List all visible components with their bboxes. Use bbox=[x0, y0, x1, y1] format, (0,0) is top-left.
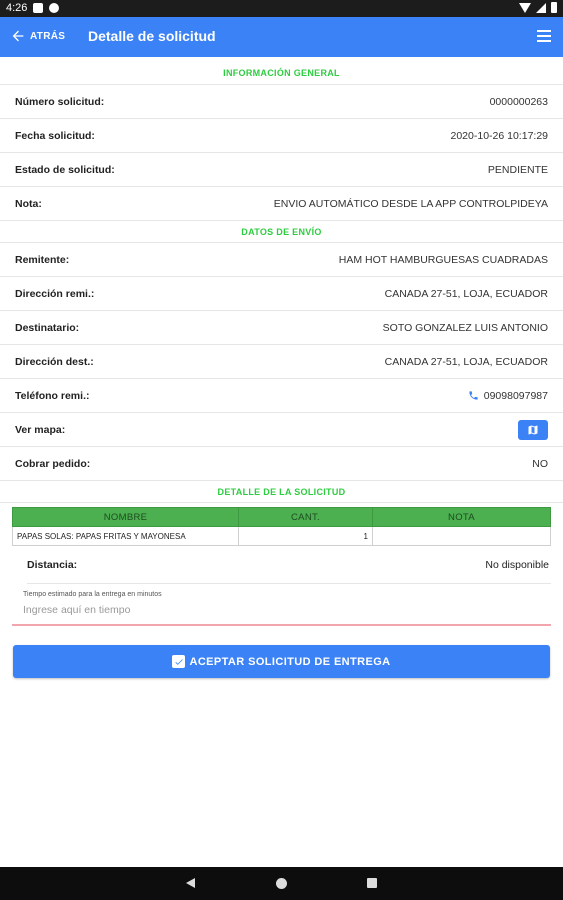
row-request-date bbox=[0, 119, 563, 153]
view-map-button[interactable] bbox=[518, 420, 548, 440]
column-header-note: NOTA bbox=[373, 508, 551, 527]
accept-request-button[interactable] bbox=[13, 645, 550, 678]
row-label: Remitente: bbox=[15, 253, 70, 266]
back-label: ATRÁS bbox=[30, 30, 66, 42]
arrow-left-icon bbox=[10, 28, 26, 44]
row-label: Cobrar pedido: bbox=[15, 457, 91, 470]
column-header-qty: CANT. bbox=[239, 508, 373, 527]
back-button[interactable] bbox=[10, 28, 65, 44]
row-sender-address bbox=[0, 277, 563, 311]
table-row bbox=[13, 527, 551, 546]
phone-link[interactable] bbox=[468, 390, 548, 402]
table-header-row bbox=[13, 508, 551, 527]
cell-note bbox=[373, 527, 551, 546]
distance-value: No disponible bbox=[485, 558, 549, 571]
row-value: PENDIENTE bbox=[487, 163, 548, 176]
row-label: Dirección remi.: bbox=[15, 287, 95, 300]
nav-recents-icon[interactable] bbox=[367, 878, 377, 888]
row-value: 2020-10-26 10:17:29 bbox=[450, 129, 548, 142]
row-sender bbox=[0, 243, 563, 277]
cell-name: PAPAS SOLAS: PAPAS FRITAS Y MAYONESA bbox=[13, 527, 239, 546]
row-label: Nota: bbox=[15, 197, 42, 210]
column-header-name: NOMBRE bbox=[13, 508, 239, 527]
row-value: ENVIO AUTOMÁTICO DESDE LA APP CONTROLPIDEYA bbox=[273, 197, 548, 210]
row-label: Fecha solicitud: bbox=[15, 129, 95, 142]
delivery-time-input[interactable] bbox=[23, 604, 523, 616]
nav-home-icon[interactable] bbox=[276, 878, 287, 889]
checkbox-icon bbox=[172, 655, 185, 668]
row-label: Destinatario: bbox=[15, 321, 80, 334]
notification-icon bbox=[49, 3, 59, 13]
sd-card-icon bbox=[33, 3, 43, 13]
row-label: Dirección dest.: bbox=[15, 355, 94, 368]
row-value: CANADA 27-51, LOJA, ECUADOR bbox=[384, 287, 548, 300]
row-request-status bbox=[0, 153, 563, 187]
status-bar bbox=[0, 0, 563, 17]
cell-qty: 1 bbox=[239, 527, 373, 546]
delivery-time-label: Tiempo estimado para la entrega en minutos bbox=[23, 591, 162, 598]
battery-icon bbox=[551, 2, 557, 13]
status-time: 4:26 bbox=[6, 2, 28, 14]
nav-back-icon[interactable] bbox=[186, 878, 195, 888]
row-charge-order bbox=[0, 447, 563, 481]
delivery-time-field bbox=[12, 584, 551, 626]
row-value: NO bbox=[532, 457, 548, 470]
wifi-icon bbox=[519, 3, 531, 13]
row-label: Teléfono remi.: bbox=[15, 389, 90, 402]
row-label: Número solicitud: bbox=[15, 95, 105, 108]
system-nav-bar bbox=[0, 867, 563, 900]
row-label: Estado de solicitud: bbox=[15, 163, 115, 176]
section-title-general: INFORMACIÓN GENERAL bbox=[0, 57, 563, 85]
phone-icon bbox=[468, 390, 479, 401]
menu-icon[interactable] bbox=[537, 30, 551, 42]
row-recipient bbox=[0, 311, 563, 345]
distance-row bbox=[27, 546, 551, 584]
phone-number: 09098097987 bbox=[483, 389, 548, 402]
row-value: 0000000263 bbox=[489, 95, 548, 108]
order-items-table bbox=[12, 507, 551, 546]
row-value: HAM HOT HAMBURGUESAS CUADRADAS bbox=[338, 253, 548, 266]
distance-label: Distancia: bbox=[27, 558, 78, 571]
row-value: CANADA 27-51, LOJA, ECUADOR bbox=[384, 355, 548, 368]
accept-button-label: ACEPTAR SOLICITUD DE ENTREGA bbox=[189, 655, 391, 668]
row-label: Ver mapa: bbox=[15, 423, 66, 436]
row-recipient-address bbox=[0, 345, 563, 379]
row-request-number bbox=[0, 85, 563, 119]
page-title: Detalle de solicitud bbox=[88, 28, 216, 44]
row-note bbox=[0, 187, 563, 221]
app-bar bbox=[0, 17, 563, 57]
section-title-shipping: DATOS DE ENVÍO bbox=[0, 221, 563, 243]
row-sender-phone bbox=[0, 379, 563, 413]
row-view-map bbox=[0, 413, 563, 447]
main-content bbox=[0, 57, 563, 626]
map-icon bbox=[527, 424, 539, 436]
row-value: SOTO GONZALEZ LUIS ANTONIO bbox=[382, 321, 548, 334]
signal-icon bbox=[536, 3, 546, 13]
section-title-detail: DETALLE DE LA SOLICITUD bbox=[0, 481, 563, 503]
